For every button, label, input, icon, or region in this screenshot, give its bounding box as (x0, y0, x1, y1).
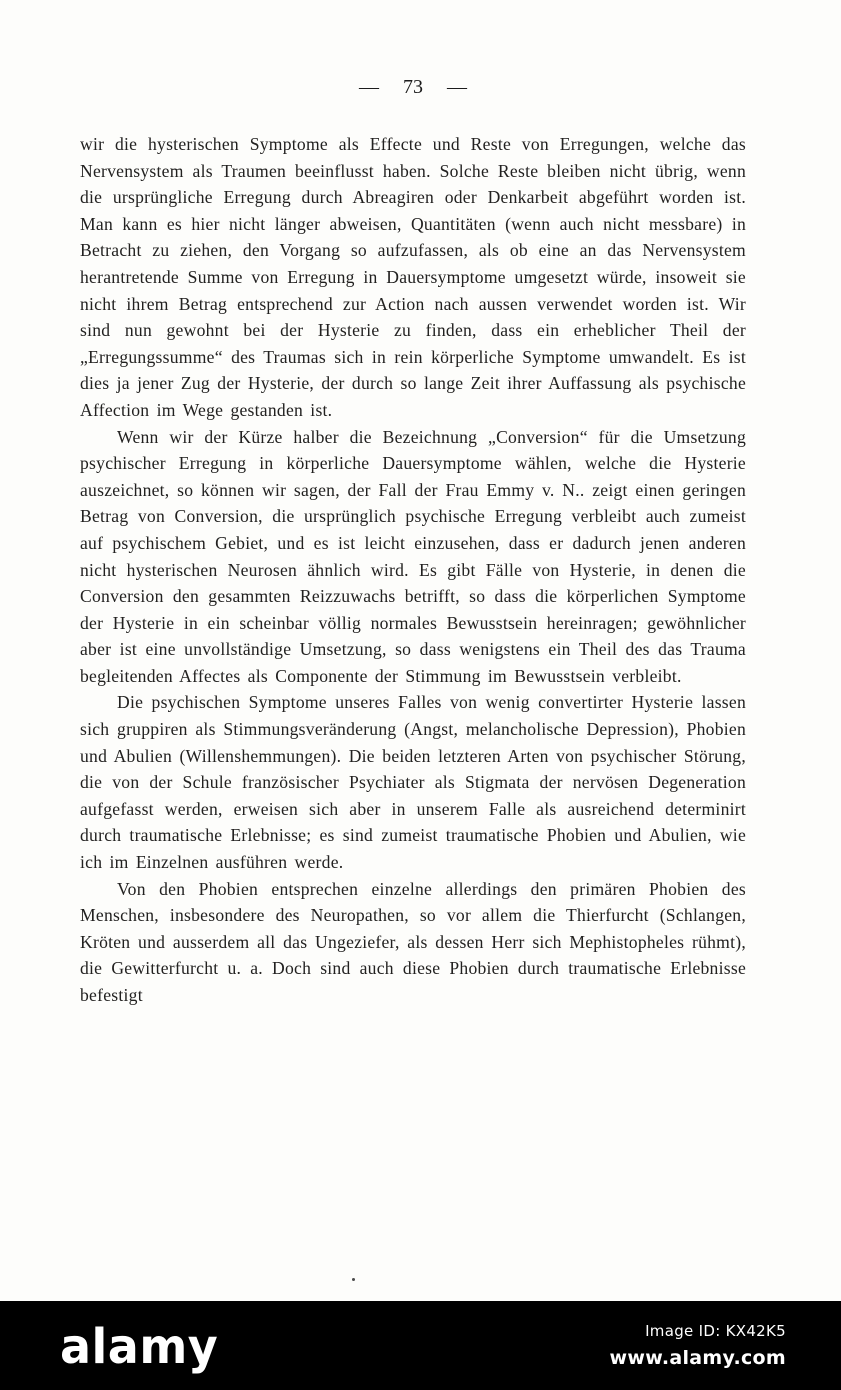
page-number (80, 76, 746, 99)
image-id-label: Image ID: KX42K5 (645, 1322, 786, 1340)
alamy-url-label: www.alamy.com (609, 1347, 786, 1369)
page-number-value: 73 (403, 76, 423, 98)
watermark-info (610, 1322, 787, 1369)
paragraph-2: Wenn wir der Kürze halber die Bezeichnung „Conversion“ für die Umsetzung psychischer Erregung in körperliche Dauersymptome wählen, welche die Hysterie auszeichnet, so können wir sagen, der Fall der Frau Emmy v. N.. zeigt einen geringen Betrag von Conversion, die ursprünglich psychische Erregung verbleibt auch zumeist auf psychischem Gebiet, und es ist leicht einzusehen, dass er dadurch jenen anderen nicht hysterischen Neurosen ähnlich wird. Es gibt Fälle von Hysterie, in denen die Conversion den gesammten Reizzuwachs betrifft, so dass die körperlichen Symptome der Hysterie in ein scheinbar völlig normales Bewusstsein hereinragen; gewöhnlicher aber ist eine unvollständige Umsetzung, so dass wenigstens ein Theil des das Trauma begleitenden Affectes als Componente der Stimmung im Bewusstsein verbleibt. (80, 426, 746, 686)
paragraph-1: wir die hysterischen Symptome als Effecte und Reste von Erregungen, welche das Nervensystem als Traumen beeinflusst haben. Solche Reste bleiben nicht übrig, wenn die ursprüngliche Erregung durch Abreagiren oder Denkarbeit abgeführt worden ist. Man kann es hier nicht länger abweisen, Quantitäten (wenn auch nicht messbare) in Betracht zu ziehen, den Vorgang so aufzufassen, als ob eine an das Nervensystem herantretende Summe von Erregung in Dauersymptome umgesetzt würde, insoweit sie nicht ihrem Betrag entsprechend zur Action nach aussen verwendet worden ist. Wir sind nun gewohnt bei der Hysterie zu finden, dass ein erheblicher Theil der „Erregungssumme“ des Traumas sich in rein körperliche Symptome umwandelt. Es ist dies ja jener Zug der Hysterie, der durch so lange Zeit ihrer Auffassung als psychische Affection im Wege gestanden ist. (80, 134, 746, 420)
paragraph-3: Die psychischen Symptome unseres Falles von wenig convertirter Hysterie lassen sich gruppiren als Stimmungsveränderung (Angst, melancholische Depression), Phobien und Abulien (Willenshemmungen). Die beiden letzteren Arten von psychischer Störung, die von der Schule französischer Psychiater als Stigmata der nervösen Degeneration aufgefasst werden, erweisen sich aber in unserem Falle als ausreichend determinirt durch traumatische Erlebnisse; es sind zumeist traumatische Phobien und Abulien, wie ich im Einzelnen ausführen werde. (80, 692, 746, 873)
alamy-logo: alamy (60, 1317, 219, 1374)
page-number-dash-left: — (359, 76, 379, 98)
page-text-block (80, 131, 746, 1009)
scan-artifact-dot (352, 1278, 355, 1281)
page-number-dash-right: — (447, 76, 467, 98)
alamy-watermark-bar (0, 1301, 841, 1390)
paragraph-4: Von den Phobien entsprechen einzelne allerdings den primären Phobien des Menschen, insbesondere des Neuropathen, so vor allem die Thierfurcht (Schlangen, Kröten und ausserdem all das Ungeziefer, als dessen Herr sich Mephistopheles rühmt), die Gewitterfurcht u. a. Doch sind auch diese Phobien durch traumatische Erlebnisse befestigt (80, 878, 746, 1005)
